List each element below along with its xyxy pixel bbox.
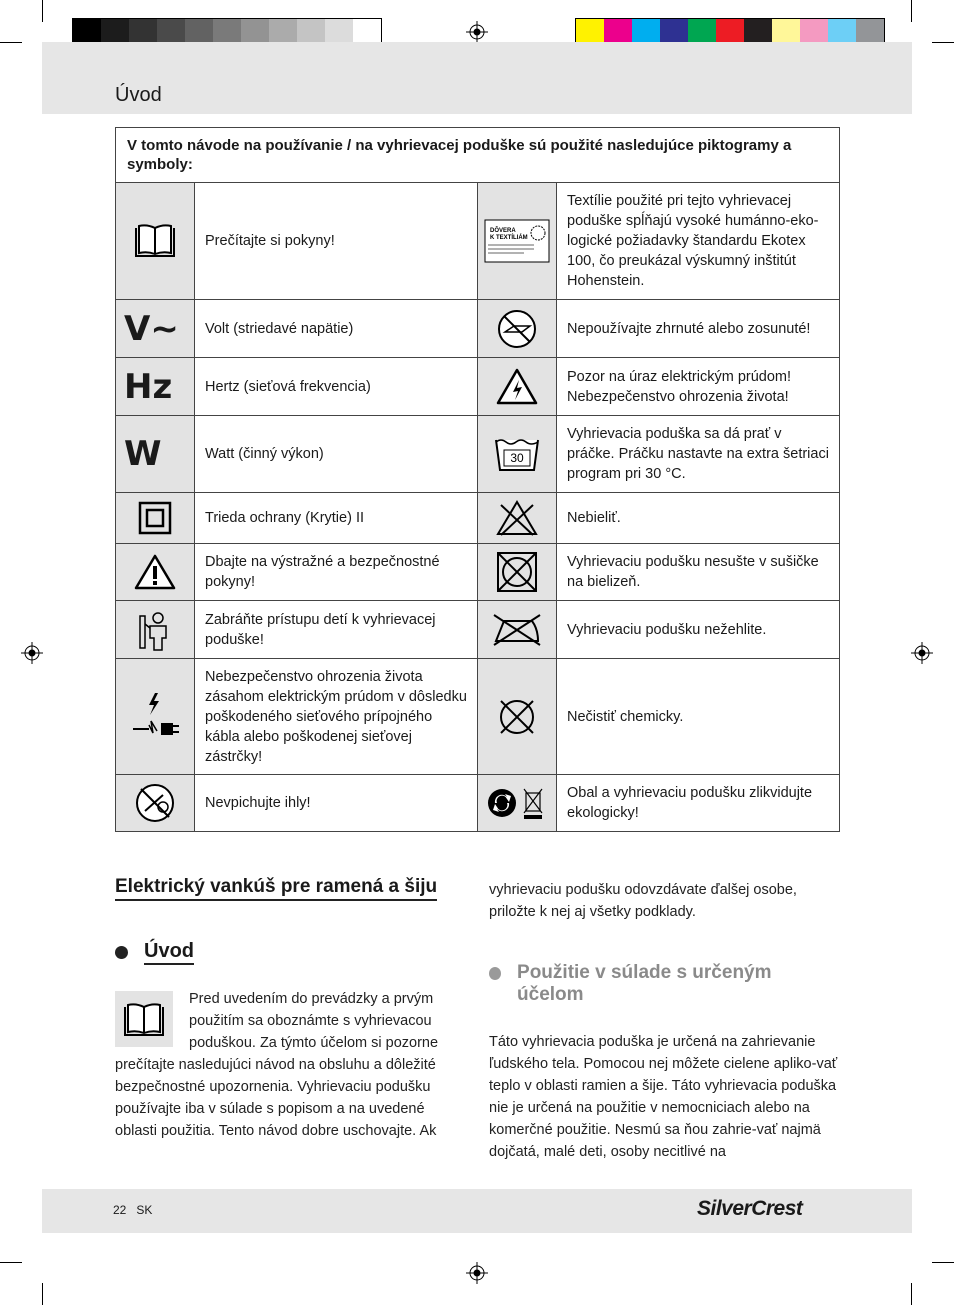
registration-mark-icon — [911, 642, 933, 664]
warning-triangle-icon — [133, 553, 177, 591]
page-number — [113, 1203, 152, 1217]
oeko-tex-label-icon — [484, 219, 550, 263]
row-text: Textílie použité pri tejto vyhrievacej poduške spĺňajú vysoké humánno-eko-logické požiadavky štandardu Ekotex 100, čo preukázal výskumný inštitút Hohenstein. — [557, 183, 840, 300]
header-band — [42, 42, 912, 114]
section-title: Elektrický vankúš pre ramená a šiju — [115, 876, 437, 901]
usage-heading — [489, 962, 819, 1006]
row-text: Nevpichujte ihly! — [195, 775, 478, 832]
crop-mark — [42, 1283, 43, 1305]
crop-mark — [42, 0, 43, 22]
no-tumble-dry-icon — [495, 550, 539, 594]
table-row — [116, 416, 840, 493]
row-text: Dbajte na výstražné a bezpečnostné pokyny! — [195, 544, 478, 601]
bullet-icon — [115, 946, 128, 959]
row-text: Zabráňte prístupu detí k vyhrievacej poduške! — [195, 601, 478, 659]
no-bleach-icon — [495, 499, 539, 537]
row-text: Nebieliť. — [557, 493, 840, 544]
no-dry-clean-icon — [495, 695, 539, 739]
intro-paragraph: prečítajte nasledujúci návod na obsluhu a dôležité bezpečnostné upozornenia. Vyhrievaciu podušku používajte iba v súlade s popisom a na uvedené oblasti použitia. Tento návod dobre uschovajte. Ak — [115, 1057, 437, 1139]
svg-text:DÔVERA: DÔVERA — [490, 228, 516, 234]
row-text: Pozor na úraz elektrickým prúdom! Nebezpečenstvo ohrozenia života! — [557, 358, 840, 416]
row-text: Vyhrievaciu podušku nesušte v sušičke na bielizeň. — [557, 544, 840, 601]
table-row — [116, 183, 840, 300]
registration-mark-icon — [21, 642, 43, 664]
no-pins-icon — [133, 781, 177, 825]
usage-heading-text: Použitie v súlade s určeným účelom — [517, 962, 772, 1005]
symbol-table — [115, 127, 840, 832]
crop-mark — [932, 42, 954, 43]
registration-mark-icon — [466, 21, 488, 43]
row-text: Vyhrievaciu podušku nežehlite. — [557, 601, 840, 659]
crop-mark — [0, 1262, 22, 1263]
table-row — [116, 659, 840, 775]
recycle-disposal-icon — [486, 785, 548, 821]
crop-mark — [932, 1262, 954, 1263]
damaged-cable-icon — [129, 691, 181, 743]
book-icon — [115, 991, 173, 1047]
watt-symbol: W — [116, 416, 195, 493]
table-row — [116, 544, 840, 601]
row-text: Nepoužívajte zhrnuté alebo zosunuté! — [557, 300, 840, 358]
no-folding-icon — [496, 308, 538, 350]
right-paragraph-top: vyhrievaciu podušku odovzdávate ďalšej osobe, priložte k nej aj všetky podklady. — [489, 882, 797, 920]
book-icon-box — [115, 991, 173, 1047]
crop-mark — [911, 1283, 912, 1305]
svg-text:K TEXTÍLIÁM: K TEXTÍLIÁM — [490, 235, 528, 241]
hertz-symbol: Hz — [116, 358, 195, 416]
registration-mark-icon — [466, 1262, 488, 1284]
keep-away-children-icon — [138, 608, 172, 652]
bullet-icon — [489, 967, 501, 980]
wash-30-icon — [494, 436, 540, 472]
crop-mark — [0, 42, 22, 43]
row-text: Prečítajte si pokyny! — [195, 183, 478, 300]
table-row — [116, 493, 840, 544]
crop-mark — [911, 0, 912, 22]
table-row — [116, 358, 840, 416]
volt-ac-symbol: V~ — [116, 300, 195, 358]
intro-heading-text: Úvod — [144, 940, 194, 965]
table-row — [116, 300, 840, 358]
electric-shock-warning-icon — [495, 367, 539, 407]
row-text: Obal a vyhrievaciu podušku zlikvidujte ekologicky! — [557, 775, 840, 832]
language-code: SK — [136, 1203, 153, 1217]
row-text: Volt (striedavé napätie) — [195, 300, 478, 358]
wash-temperature: 30 — [510, 451, 524, 465]
row-text: Nečistiť chemicky. — [557, 659, 840, 775]
brand-logo: SilverCrest — [697, 1197, 803, 1220]
usage-paragraph: Táto vyhrievacia poduška je určená na zahrievanie ľudského tela. Pomocou nej môžete cielene apliko-vať teplo v oblasti ramien a šije. Táto vyhrievacia poduška nie je určená na použitie v nemocniciach alebo na komerčné použitie. Nesmú sa ňou zahrie-vať najmä dojčatá, malé deti, osoby necitlivé na — [489, 1034, 838, 1160]
protection-class-ii-icon — [138, 501, 172, 535]
row-text: Watt (činný výkon) — [195, 416, 478, 493]
no-ironing-icon — [492, 613, 542, 647]
intro-heading — [115, 940, 194, 965]
book-icon — [133, 222, 177, 260]
row-text: Trieda ochrany (Krytie) II — [195, 493, 478, 544]
page-number-value: 22 — [113, 1203, 127, 1217]
table-row — [116, 775, 840, 832]
row-text: Nebezpečenstvo ohrozenia života zásahom elektrickým prúdom v dôsledku poškodeného sieťového prípojného kábla alebo poškodenej sieťovej zástrčky! — [195, 659, 478, 775]
row-text: Vyhrievacia poduška sa dá prať v práčke. Práčku nastavte na extra šetriaci program pri 30 °C. — [557, 416, 840, 493]
intro-paragraph-top: Pred uvedením do prevádzky a prvým použitím sa oboznámte s vyhrievacou poduškou. Za týmto účelom si pozorne — [189, 991, 439, 1051]
table-row — [116, 601, 840, 659]
page-title: Úvod — [115, 84, 162, 106]
row-text: Hertz (sieťová frekvencia) — [195, 358, 478, 416]
table-header: V tomto návode na používanie / na vyhrievacej poduške sú použité nasledujúce piktogramy a symboly: — [116, 128, 840, 183]
